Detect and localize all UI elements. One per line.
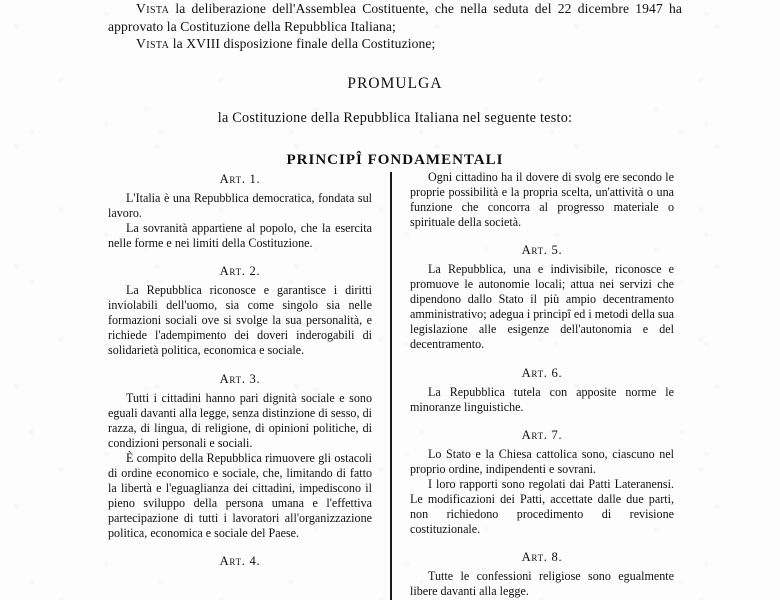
article-paragraph: I loro rapporti sono regolati dai Patti Lateranensi. Le modificazioni dei Patti, accettate dalle due parti, non richiedono procedimento di revisione costituzionale. <box>410 476 674 536</box>
preamble-paragraph <box>108 35 682 53</box>
article-paragraph: Tutti i cittadini hanno pari dignità sociale e sono eguali davanti alla legge, senza distinzione di sesso, di razza, di lingua, di religione, di opinioni politiche, di condizioni personali e sociali. <box>108 390 372 450</box>
preamble-text: la XVIII disposizione finale della Costituzione; <box>169 36 436 52</box>
preamble <box>108 0 682 53</box>
column-divider-rule <box>390 172 392 600</box>
document-header-block <box>108 0 682 169</box>
promulga-heading: PROMULGA <box>347 74 443 92</box>
two-column-body <box>108 170 682 600</box>
article-paragraph: Tutte le confessioni religiose sono egualmente libere davanti alla legge. <box>410 569 674 599</box>
section-title: PRINCIPÎ FONDAMENTALI <box>286 151 504 168</box>
article-heading: Art. 3. <box>219 371 261 386</box>
preamble-paragraph <box>108 0 682 35</box>
article-paragraph: La Repubblica, una e indivisibile, riconosce e promuove le autonomie locali; attua nei servizi che dipendono dallo Stato il più ampio decentramento amministrativo; adegua i principî ed i metodi della sua legislazione alle esigenze dell'autonomia e del decentramento. <box>410 262 674 352</box>
article-paragraph: L'Italia è una Repubblica democratica, fondata sul lavoro. <box>108 191 372 221</box>
right-column <box>410 170 674 600</box>
article-heading: Art. 2. <box>219 264 261 279</box>
article-heading: Art. 7. <box>521 427 563 442</box>
article-paragraph: La Repubblica tutela con apposite norme le minoranze linguistiche. <box>410 384 674 414</box>
article-paragraph: Lo Stato e la Chiesa cattolica sono, ciascuno nel proprio ordine, indipendenti e sovrani. <box>410 446 674 476</box>
article-heading: Art. 4. <box>219 554 261 569</box>
promulga-subheading: la Costituzione della Repubblica Italiana nel seguente testo: <box>217 109 573 126</box>
article-heading: Art. 8. <box>521 549 563 564</box>
article-heading: Art. 5. <box>521 243 563 258</box>
article-paragraph: Ogni cittadino ha il dovere di svolg ere secondo le proprie possibilità e la propria scelta, un'attività o una funzione che concorra al progresso materiale o spirituale della società. <box>410 170 674 230</box>
article-paragraph: La Repubblica riconosce e garantisce i diritti inviolabili dell'uomo, sia come singolo sia nelle formazioni sociali ove si svolge la sua personalità, e richiede l'adempimento dei doveri inderogabili di solidarietà politica, economica e sociale. <box>108 283 372 358</box>
article-paragraph: La sovranità appartiene al popolo, che la esercita nelle forme e nei limiti della Costituzione. <box>108 221 372 251</box>
article-heading: Art. 1. <box>219 172 261 186</box>
preamble-text: la deliberazione dell'Assemblea Costituente, che nella seduta del 22 dicembre 1947 ha approvato la Costituzione della Repubblica Italiana; <box>108 1 682 34</box>
preamble-leadin: Vista <box>136 36 170 52</box>
article-heading: Art. 6. <box>521 365 563 380</box>
article-paragraph: È compito della Repubblica rimuovere gli ostacoli di ordine economico e sociale, che, limitando di fatto la libertà e l'eguaglianza dei cittadini, impediscono il pieno sviluppo della persona umana e l'effettiva partecipazione di tutti i lavoratori all'organizzazione politica, economica e sociale del Paese. <box>108 450 372 540</box>
left-column <box>108 170 372 600</box>
preamble-leadin: Vista <box>136 1 170 16</box>
